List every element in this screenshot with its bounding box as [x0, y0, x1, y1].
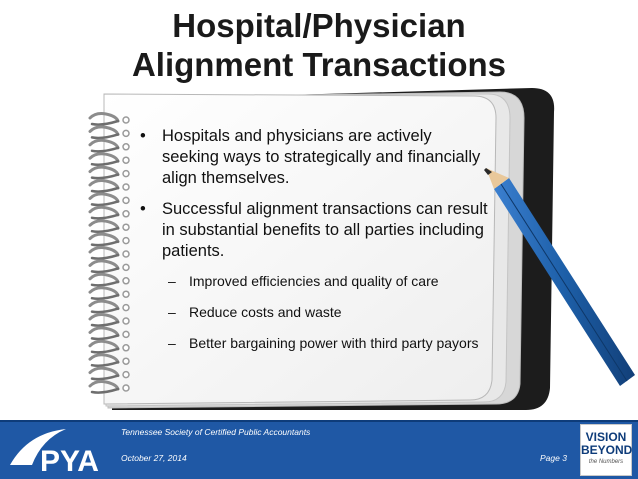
sub-bullet-dash: – [168, 273, 176, 289]
sub-bullet-dash: – [168, 304, 176, 320]
sub-bullet-text: Reduce costs and waste [189, 304, 342, 320]
bullet-item [140, 126, 490, 189]
bullet-item [140, 199, 490, 262]
pya-logo-text: PYA [40, 445, 99, 477]
badge-line-3: the Numbers [588, 459, 624, 465]
badge-line-1: VISION [585, 430, 627, 444]
sub-bullet-item [140, 272, 490, 291]
sub-bullet-text: Better bargaining power with third party payors [189, 335, 479, 351]
sub-bullet-dash: – [168, 335, 176, 351]
bullet-text: Hospitals and physicians are actively seeking ways to strategically and financially align themselves. [162, 127, 481, 187]
footer-date: October 27, 2014 [121, 453, 187, 463]
footer-organization: Tennessee Society of Certified Public Accountants [121, 427, 311, 437]
title-line-1: Hospital/Physician [172, 7, 466, 44]
footer-page-number: Page 3 [540, 453, 567, 463]
sub-bullet-text: Improved efficiencies and quality of care [189, 273, 439, 289]
bullet-text: Successful alignment transactions can result in substantial benefits to all parties including patients. [162, 200, 488, 260]
bullet-list [140, 126, 490, 365]
bullet-dot: • [140, 200, 146, 218]
title-line-2: Alignment Transactions [131, 46, 507, 83]
footer-band [0, 420, 638, 422]
pya-logo [8, 425, 118, 477]
sub-bullet-item [140, 334, 490, 353]
bullet-dot: • [140, 127, 146, 145]
vision-beyond-badge [580, 424, 632, 476]
badge-line-2: BEYOND [581, 443, 633, 457]
sub-bullet-item [140, 303, 490, 322]
